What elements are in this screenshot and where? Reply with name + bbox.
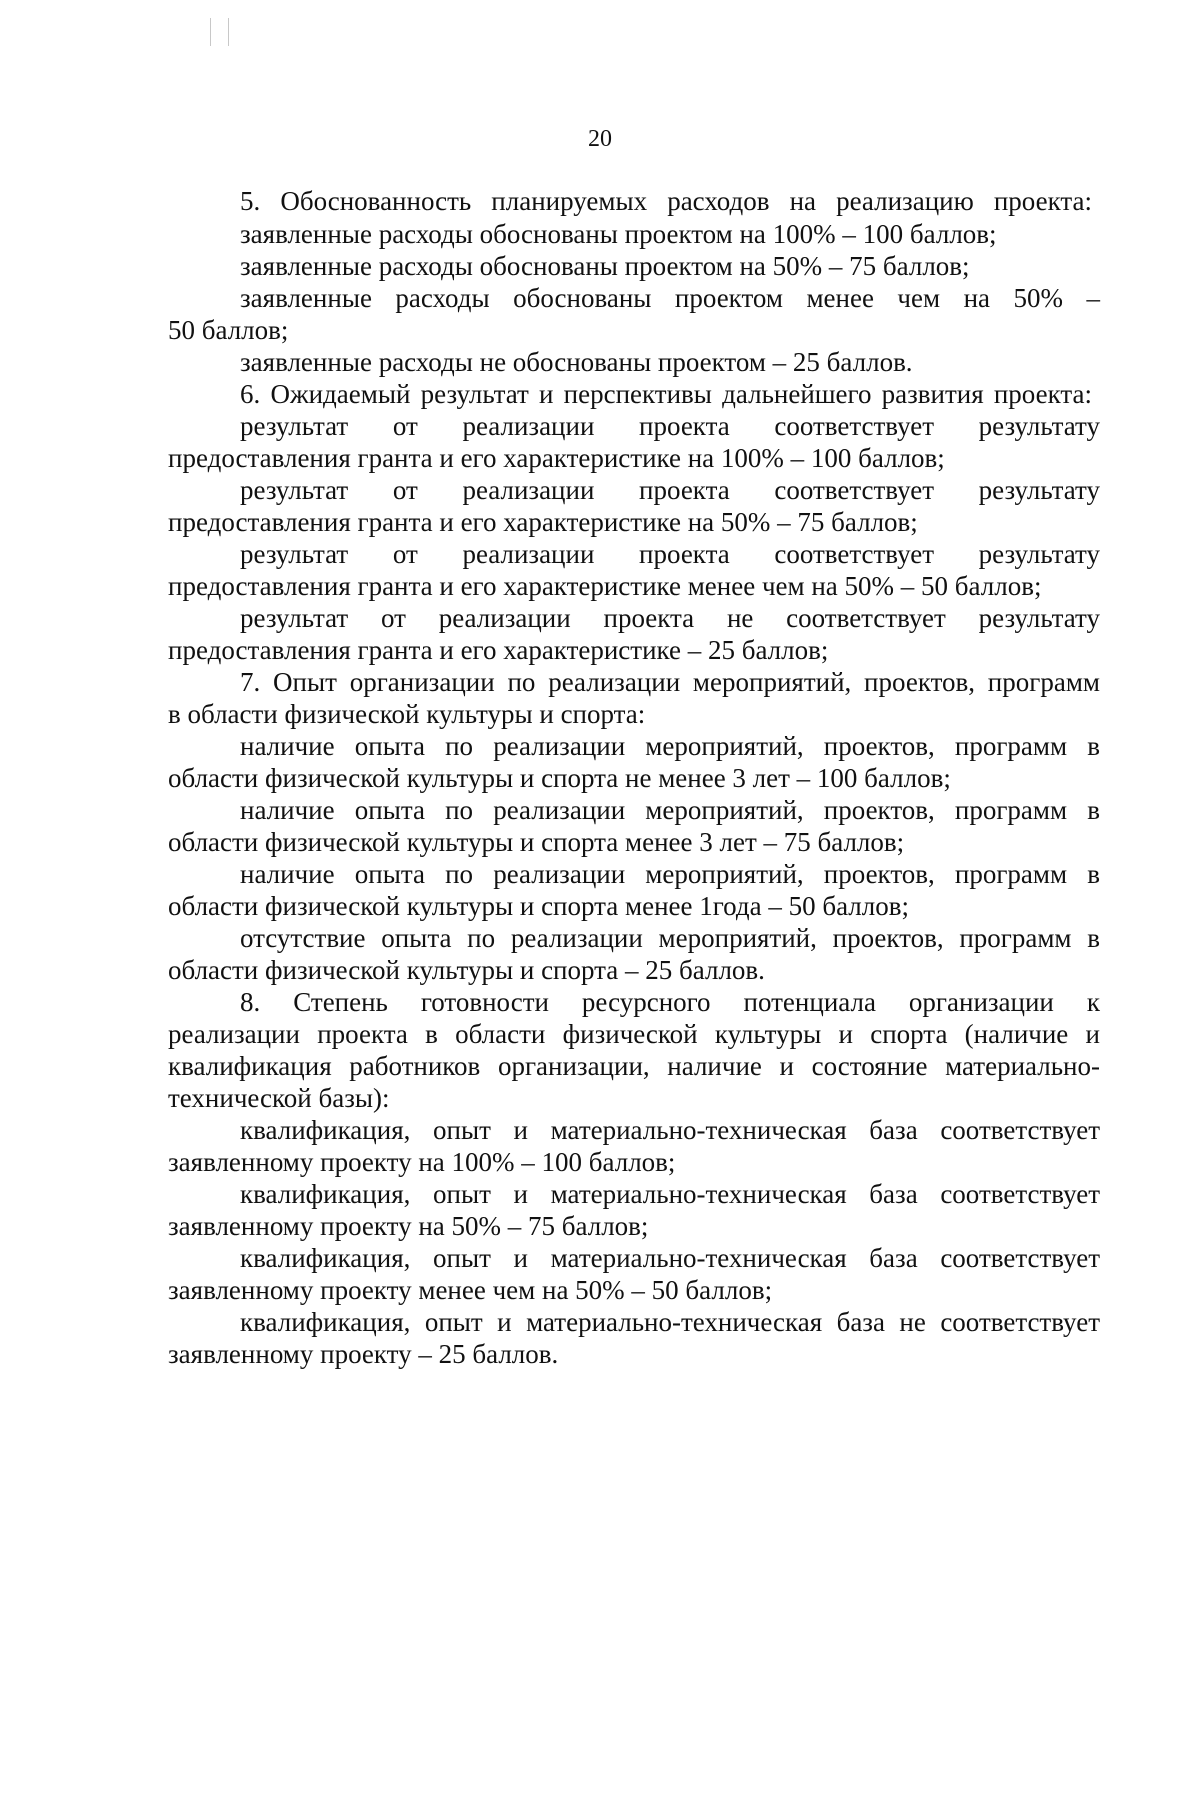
section-7-criterion-cont: области физической культуры и спорта не менее 3 лет – 100 баллов; bbox=[168, 763, 951, 793]
section-8-criterion-cont: заявленному проекту менее чем на 50% – 50 баллов; bbox=[168, 1275, 773, 1305]
section-5-criterion: заявленные расходы обоснованы проектом менее чем на 50% – bbox=[240, 283, 1100, 313]
section-7-criterion-cont: области физической культуры и спорта менее 3 лет – 75 баллов; bbox=[168, 827, 905, 857]
section-8-criterion-cont: заявленному проекту на 50% – 75 баллов; bbox=[168, 1211, 649, 1241]
section-7-criterion-cont: области физической культуры и спорта – 25 баллов. bbox=[168, 955, 765, 985]
section-7-heading: 7. Опыт организации по реализации мероприятий, проектов, программ bbox=[240, 667, 1100, 697]
section-6-heading: 6. Ожидаемый результат и перспективы дальнейшего развития проекта: bbox=[240, 379, 1092, 409]
section-6-criterion: результат от реализации проекта не соответствует результату bbox=[240, 603, 1100, 633]
section-8-criterion: квалификация, опыт и материально-техническая база соответствует bbox=[240, 1179, 1100, 1209]
section-8-heading-cont: квалификация работников организации, наличие и состояние материально- bbox=[168, 1051, 1100, 1081]
section-7-heading-cont: в области физической культуры и спорта: bbox=[168, 699, 646, 729]
section-7-criterion-cont: области физической культуры и спорта менее 1года – 50 баллов; bbox=[168, 891, 909, 921]
section-6-criterion: результат от реализации проекта соответствует результату bbox=[240, 411, 1100, 441]
scan-artifact-mark bbox=[210, 18, 211, 46]
section-8-heading-cont: технической базы): bbox=[168, 1083, 390, 1113]
section-7-criterion: наличие опыта по реализации мероприятий, проектов, программ в bbox=[240, 731, 1100, 761]
page-number: 20 bbox=[588, 126, 612, 152]
section-8-heading: 8. Степень готовности ресурсного потенциала организации к bbox=[240, 987, 1100, 1017]
section-5-heading: 5. Обоснованность планируемых расходов на реализацию проекта: bbox=[240, 186, 1092, 216]
section-6-criterion-cont: предоставления гранта и его характеристике на 50% – 75 баллов; bbox=[168, 507, 918, 537]
section-5-criterion: заявленные расходы обоснованы проектом на 50% – 75 баллов; bbox=[240, 251, 970, 281]
scan-artifact-mark bbox=[228, 18, 229, 46]
section-8-heading-cont: реализации проекта в области физической культуры и спорта (наличие и bbox=[168, 1019, 1100, 1049]
section-8-criterion: квалификация, опыт и материально-техническая база не соответствует bbox=[240, 1307, 1100, 1337]
section-8-criterion: квалификация, опыт и материально-техническая база соответствует bbox=[240, 1115, 1100, 1145]
section-8-criterion: квалификация, опыт и материально-техническая база соответствует bbox=[240, 1243, 1100, 1273]
section-6-criterion-cont: предоставления гранта и его характеристике – 25 баллов; bbox=[168, 635, 829, 665]
section-5-criterion: заявленные расходы обоснованы проектом на 100% – 100 баллов; bbox=[240, 219, 997, 249]
section-6-criterion: результат от реализации проекта соответствует результату bbox=[240, 539, 1100, 569]
section-5-criterion-cont: 50 баллов; bbox=[168, 315, 289, 345]
section-7-criterion: отсутствие опыта по реализации мероприятий, проектов, программ в bbox=[240, 923, 1100, 953]
section-7-criterion: наличие опыта по реализации мероприятий, проектов, программ в bbox=[240, 859, 1100, 889]
section-6-criterion: результат от реализации проекта соответствует результату bbox=[240, 475, 1100, 505]
section-6-criterion-cont: предоставления гранта и его характеристике на 100% – 100 баллов; bbox=[168, 443, 945, 473]
section-5-criterion: заявленные расходы не обоснованы проектом – 25 баллов. bbox=[240, 347, 913, 377]
section-7-criterion: наличие опыта по реализации мероприятий, проектов, программ в bbox=[240, 795, 1100, 825]
section-6-criterion-cont: предоставления гранта и его характеристике менее чем на 50% – 50 баллов; bbox=[168, 571, 1042, 601]
section-8-criterion-cont: заявленному проекту на 100% – 100 баллов; bbox=[168, 1147, 676, 1177]
section-8-criterion-cont: заявленному проекту – 25 баллов. bbox=[168, 1339, 559, 1369]
